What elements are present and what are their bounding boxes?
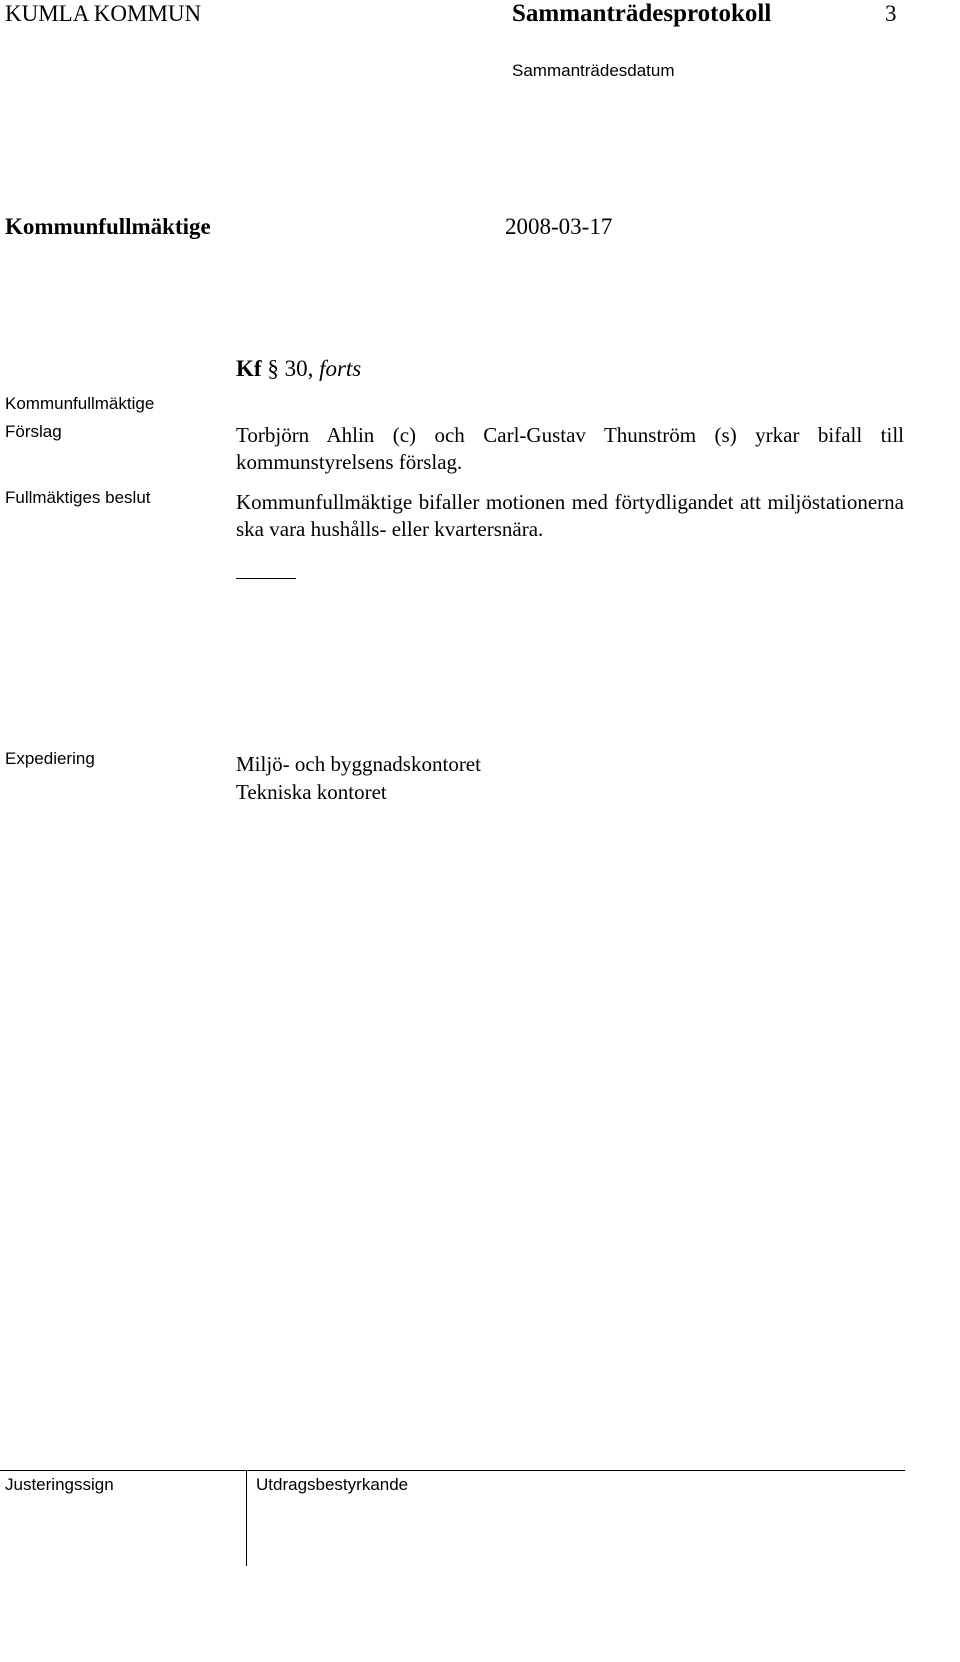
side-label-beslut: Fullmäktiges beslut — [5, 488, 151, 507]
decision-body-name: Kommunfullmäktige — [5, 214, 211, 239]
recipient-item: Tekniska kontoret — [236, 780, 387, 804]
meeting-date-label: Sammanträdesdatum — [512, 61, 675, 80]
footer-rule — [0, 1470, 905, 1471]
recipient-item: Miljö- och byggnadskontoret — [236, 752, 481, 776]
paragraph-heading — [236, 355, 361, 383]
expediering-recipients — [236, 750, 481, 806]
page-number: 3 — [885, 1, 897, 26]
footer-utdrag-label: Utdragsbestyrkande — [256, 1475, 409, 1494]
forslag-text: Torbjörn Ahlin (c) och Carl-Gustav Thunström (s) yrkar bifall till kommunstyrelsens förslag. — [236, 423, 904, 474]
paragraph-suffix: forts — [319, 356, 362, 381]
paragraph-prefix: Kf — [236, 356, 262, 381]
beslut-text: Kommunfullmäktige bifaller motionen med förtydligandet att miljöstationerna ska vara hushålls- eller kvartersnära. — [236, 490, 904, 541]
meeting-date: 2008-03-17 — [505, 214, 613, 239]
organization-name: KUMLA KOMMUN — [5, 1, 202, 26]
footer-justering-label: Justeringssign — [5, 1475, 114, 1494]
section-sign-icon: § — [267, 356, 279, 381]
section-end-rule — [236, 578, 296, 579]
side-label-expediering: Expediering — [5, 749, 95, 768]
paragraph-number: 30, — [284, 356, 314, 381]
document-type: Sammanträdesprotokoll — [512, 0, 772, 27]
footer-divider — [246, 1470, 247, 1566]
side-label-body: Kommunfullmäktige — [5, 394, 155, 413]
side-label-forslag: Förslag — [5, 422, 62, 441]
